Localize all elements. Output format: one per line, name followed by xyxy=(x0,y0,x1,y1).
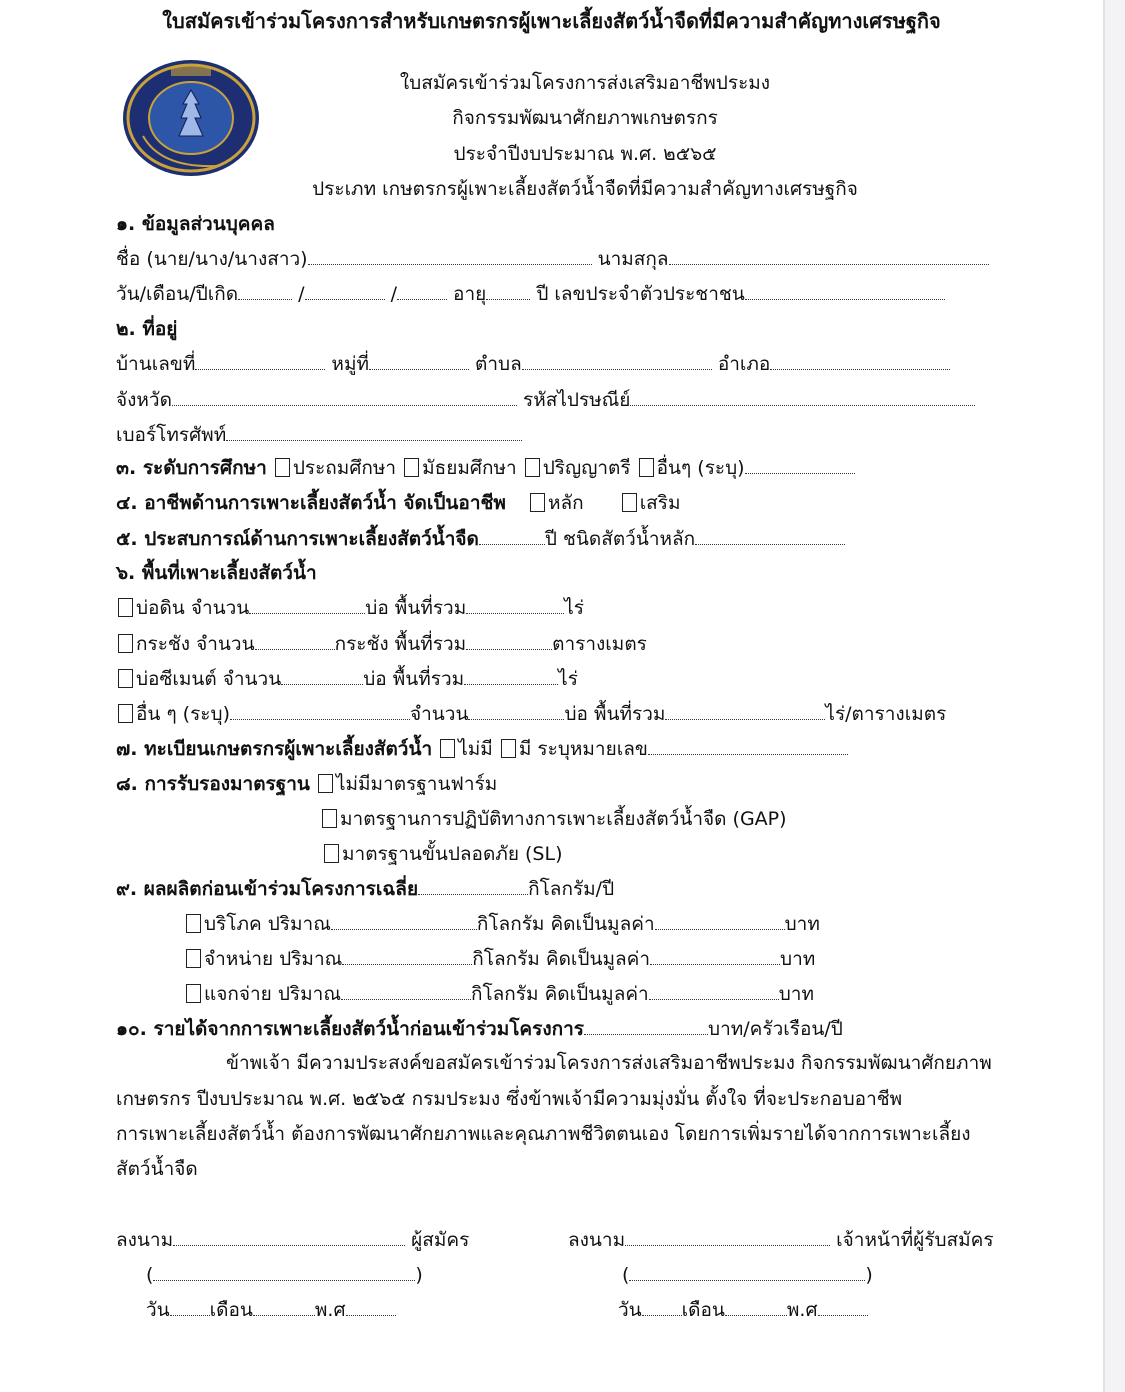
other-area-area-label: บ่อ พื้นที่รวม xyxy=(564,703,666,725)
consume-label: บริโภค ปริมาณ xyxy=(204,913,331,935)
officer-role-label: เจ้าหน้าที่ผู้รับสมัคร xyxy=(836,1229,994,1251)
applicant-role-label: ผู้สมัคร xyxy=(411,1229,470,1251)
cage-count-field[interactable] xyxy=(255,631,335,650)
other-area-checkbox[interactable] xyxy=(118,704,133,723)
species-label: ชนิดสัตว์น้ำหลัก xyxy=(563,528,696,550)
dob-label: วัน/เดือน/ปีเกิด xyxy=(116,283,239,305)
page-edge-divider xyxy=(1103,0,1105,1392)
applicant-name-row xyxy=(146,1262,423,1288)
cage-checkbox[interactable] xyxy=(118,634,133,653)
species-field[interactable] xyxy=(695,526,845,545)
income-unit: บาท/ครัวเรือน/ปี xyxy=(708,1018,843,1040)
amphoe-label: อำเภอ xyxy=(717,353,771,375)
officer-signature-field[interactable] xyxy=(625,1227,830,1246)
education-secondary-label: มัธยมศึกษา xyxy=(422,457,517,479)
name-label: ชื่อ (นาย/นาง/นางสาว) xyxy=(116,248,308,270)
dob-year-field[interactable] xyxy=(397,281,447,300)
cage-unit: ตารางเมตร xyxy=(552,633,647,655)
registration-no-label: ไม่มี xyxy=(458,738,493,760)
other-area-count-field[interactable] xyxy=(468,701,564,720)
declaration-line-1: ข้าพเจ้า มีความประสงค์ขอสมัครเข้าร่วมโครงการส่งเสริมอาชีพประมง กิจกรรมพัฒนาศักยภาพ xyxy=(226,1052,992,1074)
section-5-title: ๕. ประสบการณ์ด้านการเพาะเลี้ยงสัตว์น้ำจืด xyxy=(116,528,479,550)
other-area-area-field[interactable] xyxy=(665,701,825,720)
education-primary-checkbox[interactable] xyxy=(275,458,290,477)
occupation-secondary-label: เสริม xyxy=(639,492,681,514)
other-area-specify-field[interactable] xyxy=(230,701,410,720)
applicant-day-field[interactable] xyxy=(170,1297,210,1316)
earth-pond-unit: ไร่ xyxy=(564,597,585,619)
section-9-row-sell xyxy=(184,946,815,972)
sell-value-field[interactable] xyxy=(650,946,780,965)
section-10-title: ๑๐. รายได้จากการเพาะเลี้ยงสัตว์น้ำก่อนเข้าร่วมโครงการ xyxy=(116,1018,585,1040)
income-field[interactable] xyxy=(584,1016,708,1035)
cage-area-field[interactable] xyxy=(466,631,552,650)
sell-checkbox[interactable] xyxy=(186,949,201,968)
gap-standard-checkbox[interactable] xyxy=(322,809,337,828)
officer-year-field[interactable] xyxy=(818,1297,868,1316)
close-paren: ) xyxy=(415,1264,423,1286)
phone-label: เบอร์โทรศัพท์ xyxy=(116,424,227,446)
open-paren: ( xyxy=(622,1264,630,1286)
moo-label: หมู่ที่ xyxy=(331,353,369,375)
phone-field[interactable] xyxy=(226,422,522,441)
section-8-row-gap xyxy=(320,806,787,832)
dob-slash: / xyxy=(298,283,305,305)
be-label: พ.ศ xyxy=(786,1299,818,1321)
declaration-line-3: การเพาะเลี้ยงสัตว์น้ำ ต้องการพัฒนาศักยภาพและคุณภาพชีวิตตนเอง โดยการเพิ่มรายได้จากการเพาะเลี้ยง xyxy=(116,1123,971,1145)
applicant-date-row xyxy=(146,1297,396,1323)
surname-field[interactable] xyxy=(669,246,989,265)
section-2-title: ๒. ที่อยู่ xyxy=(116,318,178,340)
consume-kg-value-label: กิโลกรัม คิดเป็นมูลค่า xyxy=(476,913,655,935)
province-label: จังหวัด xyxy=(116,389,172,411)
registration-number-field[interactable] xyxy=(648,736,848,755)
cement-pond-unit: ไร่ xyxy=(558,668,578,690)
section-9-row-consume xyxy=(184,911,820,937)
form-top-title: ใบสมัครเข้าร่วมโครงการสำหรับเกษตรกรผู้เพาะเลี้ยงสัตว์น้ำจืดที่มีความสำคัญทางเศรษฐกิจ xyxy=(162,9,941,33)
section-7-title: ๗. ทะเบียนเกษตรกรผู้เพาะเลี้ยงสัตว์น้ำ xyxy=(116,738,433,760)
registration-yes-label: มี ระบุหมายเลข xyxy=(518,738,648,760)
section-10-row xyxy=(116,1016,843,1042)
consume-value-field[interactable] xyxy=(655,911,785,930)
id-label: เลขประจำตัวประชาชน xyxy=(554,283,745,305)
form-heading-line3: ประจำปีงบประมาณ พ.ศ. ๒๕๖๕ xyxy=(453,143,717,165)
declaration-line-4: สัตว์น้ำจืด xyxy=(116,1158,198,1180)
age-year-label: ปี xyxy=(536,283,549,305)
gap-standard-label: มาตรฐานการปฏิบัติทางการเพาะเลี้ยงสัตว์น้ำจืด (GAP) xyxy=(340,808,787,830)
no-standard-checkbox[interactable] xyxy=(318,774,333,793)
form-heading-line2: กิจกรรมพัฒนาศักยภาพเกษตรกร xyxy=(452,107,718,129)
day-label: วัน xyxy=(146,1299,170,1321)
age-label: อายุ xyxy=(453,283,487,305)
consume-checkbox[interactable] xyxy=(186,914,201,933)
province-field[interactable] xyxy=(172,387,517,406)
consume-qty-field[interactable] xyxy=(331,911,477,930)
applicant-printed-name-field[interactable] xyxy=(153,1262,415,1281)
name-field[interactable] xyxy=(308,246,592,265)
experience-years-field[interactable] xyxy=(479,526,545,545)
consume-baht-label: บาท xyxy=(784,913,820,935)
age-field[interactable] xyxy=(486,281,530,300)
id-field[interactable] xyxy=(745,281,945,300)
house-label: บ้านเลขที่ xyxy=(116,353,196,375)
section-4-title: ๔. อาชีพด้านการเพาะเลี้ยงสัตว์น้ำ จัดเป็นอาชีพ xyxy=(116,492,506,514)
average-yield-field[interactable] xyxy=(418,876,528,895)
officer-name-row xyxy=(622,1262,873,1288)
applicant-signature-field[interactable] xyxy=(173,1227,405,1246)
cement-pond-area-label: บ่อ พื้นที่รวม xyxy=(363,668,465,690)
give-qty-field[interactable] xyxy=(341,981,471,1000)
sell-qty-field[interactable] xyxy=(342,946,472,965)
section-9-row xyxy=(116,876,614,902)
applicant-year-field[interactable] xyxy=(346,1297,396,1316)
officer-sign-label: ลงนาม xyxy=(568,1229,626,1251)
section-6-title: ๖. พื้นที่เพาะเลี้ยงสัตว์น้ำ xyxy=(116,562,317,584)
section-5-row xyxy=(116,526,845,552)
section-1-title: ๑. ข้อมูลส่วนบุคคล xyxy=(116,213,275,235)
section-2-row-address xyxy=(116,351,950,377)
month-label: เดือน xyxy=(681,1299,725,1321)
declaration-line-2: เกษตรกร ปีงบประมาณ พ.ศ. ๒๕๖๕ กรมประมง ซึ่งข้าพเจ้ามีความมุ่งมั่น ตั้งใจ ที่จะประกอบอาชีพ xyxy=(116,1088,903,1110)
education-other-checkbox[interactable] xyxy=(639,458,654,477)
earth-pond-count-label: บ่อดิน จำนวน xyxy=(136,597,250,619)
cement-pond-count-field[interactable] xyxy=(281,666,363,685)
section-8-title: ๘. การรับรองมาตรฐาน xyxy=(116,773,310,795)
section-6-row-earth-pond xyxy=(116,595,584,621)
applicant-month-field[interactable] xyxy=(253,1297,315,1316)
occupation-main-label: หลัก xyxy=(547,492,584,514)
cage-area-label: กระชัง พื้นที่รวม xyxy=(334,633,467,655)
earth-pond-area-field[interactable] xyxy=(466,595,564,614)
month-label: เดือน xyxy=(209,1299,253,1321)
section-6-row-cage xyxy=(116,631,647,657)
officer-date-row xyxy=(618,1297,868,1323)
sell-kg-value-label: กิโลกรัม คิดเป็นมูลค่า xyxy=(472,948,651,970)
section-3-row xyxy=(116,455,855,481)
open-paren: ( xyxy=(146,1264,154,1286)
cement-pond-count-label: บ่อซีเมนต์ จำนวน xyxy=(136,668,282,690)
no-standard-label: ไม่มีมาตรฐานฟาร์ม xyxy=(335,773,498,795)
section-9-title: ๙. ผลผลิตก่อนเข้าร่วมโครงการเฉลี่ย xyxy=(116,878,419,900)
section-9-row-give xyxy=(184,981,814,1007)
tambon-label: ตำบล xyxy=(475,353,522,375)
day-label: วัน xyxy=(618,1299,642,1321)
house-field[interactable] xyxy=(195,351,325,370)
give-value-field[interactable] xyxy=(649,981,779,1000)
section-1-row-dob xyxy=(116,281,945,307)
form-heading-line1: ใบสมัครเข้าร่วมโครงการส่งเสริมอาชีพประมง xyxy=(399,72,771,94)
earth-pond-area-label: บ่อ พื้นที่รวม xyxy=(365,597,467,619)
give-baht-label: บาท xyxy=(778,983,814,1005)
be-label: พ.ศ xyxy=(314,1299,346,1321)
applicant-signature-row xyxy=(116,1227,469,1253)
amphoe-field[interactable] xyxy=(770,351,950,370)
section-7-row xyxy=(116,736,848,762)
applicant-sign-label: ลงนาม xyxy=(116,1229,174,1251)
sell-baht-label: บาท xyxy=(780,948,816,970)
close-paren: ) xyxy=(865,1264,873,1286)
tambon-field[interactable] xyxy=(522,351,712,370)
give-kg-value-label: กิโลกรัม คิดเป็นมูลค่า xyxy=(470,983,649,1005)
other-area-specify-label: อื่น ๆ (ระบุ) xyxy=(136,703,230,725)
other-area-count-label: จำนวน xyxy=(409,703,469,725)
section-1-row-name xyxy=(116,246,989,272)
give-checkbox[interactable] xyxy=(186,984,201,1003)
cement-pond-area-field[interactable] xyxy=(464,666,558,685)
section-3-title: ๓. ระดับการศึกษา xyxy=(116,457,267,479)
officer-signature-row xyxy=(568,1227,994,1253)
cage-count-label: กระชัง จำนวน xyxy=(136,633,255,655)
officer-month-field[interactable] xyxy=(725,1297,787,1316)
experience-year-label: ปี xyxy=(544,528,557,550)
education-primary-label: ประถมศึกษา xyxy=(292,457,397,479)
section-2-row-province xyxy=(116,387,975,413)
section-8-row xyxy=(116,771,497,797)
postcode-field[interactable] xyxy=(630,387,975,406)
section-6-row-cement-pond xyxy=(116,666,578,692)
education-bachelor-checkbox[interactable] xyxy=(525,458,540,477)
registration-yes-checkbox[interactable] xyxy=(501,739,516,758)
education-other-field[interactable] xyxy=(745,455,855,474)
surname-label: นามสกุล xyxy=(597,248,669,270)
occupation-main-checkbox[interactable] xyxy=(530,493,545,512)
sl-standard-label: มาตรฐานขั้นปลอดภัย (SL) xyxy=(342,843,563,865)
section-4-row xyxy=(116,490,681,516)
section-6-row-other xyxy=(116,701,946,727)
dob-day-field[interactable] xyxy=(238,281,292,300)
education-secondary-checkbox[interactable] xyxy=(404,458,419,477)
earth-pond-count-field[interactable] xyxy=(249,595,365,614)
education-bachelor-label: ปริญญาตรี xyxy=(542,457,631,479)
occupation-secondary-checkbox[interactable] xyxy=(622,493,637,512)
sl-standard-checkbox[interactable] xyxy=(324,844,339,863)
section-8-row-sl xyxy=(322,841,562,867)
dob-slash: / xyxy=(390,283,397,305)
officer-printed-name-field[interactable] xyxy=(629,1262,865,1281)
section-2-row-phone xyxy=(116,422,522,448)
registration-no-checkbox[interactable] xyxy=(440,739,455,758)
sell-label: จำหน่าย ปริมาณ xyxy=(204,948,343,970)
other-area-unit: ไร่/ตารางเมตร xyxy=(825,703,947,725)
postcode-label: รหัสไปรษณีย์ xyxy=(523,389,631,411)
average-yield-unit: กิโลกรัม/ปี xyxy=(528,878,615,900)
form-heading-line4: ประเภท เกษตรกรผู้เพาะเลี้ยงสัตว์น้ำจืดที่มีความสำคัญทางเศรษฐกิจ xyxy=(312,178,858,200)
dob-month-field[interactable] xyxy=(305,281,385,300)
education-other-label: อื่นๆ (ระบุ) xyxy=(656,457,745,479)
cement-pond-checkbox[interactable] xyxy=(118,669,133,688)
earth-pond-checkbox[interactable] xyxy=(118,598,133,617)
officer-day-field[interactable] xyxy=(642,1297,682,1316)
give-label: แจกจ่าย ปริมาณ xyxy=(204,983,341,1005)
moo-field[interactable] xyxy=(369,351,469,370)
